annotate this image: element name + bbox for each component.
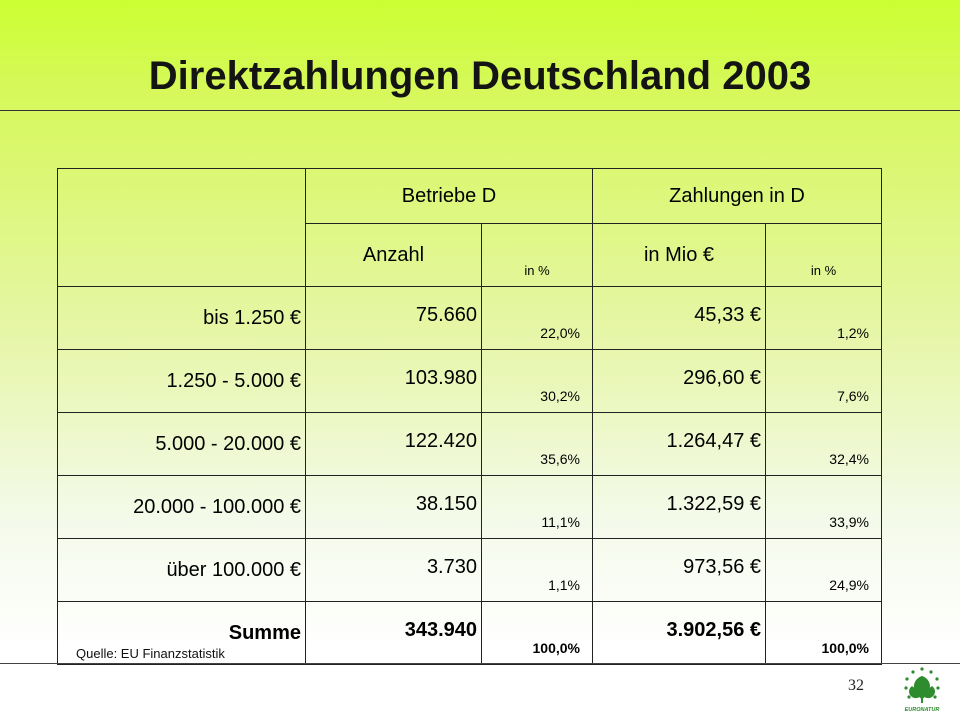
total-payments-pct: 100,0% [766, 602, 882, 665]
count-cell: 122.420 [306, 413, 482, 476]
euronatur-logo-icon [898, 664, 946, 716]
row-label: über 100.000 € [58, 539, 306, 602]
empty-corner-cell [58, 169, 306, 287]
total-payments: 3.902,56 € [593, 602, 766, 665]
count-pct-cell: 11,1% [482, 476, 593, 539]
header-row-groups [58, 169, 882, 224]
table-row [58, 350, 882, 413]
payments-pct-cell: 7,6% [766, 350, 882, 413]
row-label: bis 1.250 € [58, 287, 306, 350]
table-row [58, 413, 882, 476]
source-note: Quelle: EU Finanzstatistik [76, 646, 225, 661]
count-cell: 75.660 [306, 287, 482, 350]
count-cell: 103.980 [306, 350, 482, 413]
payments-pct-cell: 33,9% [766, 476, 882, 539]
subheader-count-pct: in % [482, 224, 593, 287]
subheader-payments-pct: in % [766, 224, 882, 287]
row-label: 20.000 - 100.000 € [58, 476, 306, 539]
count-pct-cell: 30,2% [482, 350, 593, 413]
payments-cell: 1.322,59 € [593, 476, 766, 539]
svg-text:EURONATUR: EURONATUR [904, 707, 940, 713]
payments-cell: 296,60 € [593, 350, 766, 413]
subheader-count: Anzahl [306, 224, 482, 287]
table-row [58, 287, 882, 350]
total-count: 343.940 [306, 602, 482, 665]
footer-divider [0, 663, 960, 664]
count-pct-cell: 1,1% [482, 539, 593, 602]
subheader-payments: in Mio € [593, 224, 766, 287]
count-cell: 3.730 [306, 539, 482, 602]
total-count-pct: 100,0% [482, 602, 593, 665]
page-title: Direktzahlungen Deutschland 2003 [148, 54, 812, 98]
row-label: 5.000 - 20.000 € [58, 413, 306, 476]
payments-pct-cell: 32,4% [766, 413, 882, 476]
payments-cell: 45,33 € [593, 287, 766, 350]
count-cell: 38.150 [306, 476, 482, 539]
total-label: Summe [58, 602, 306, 665]
row-label: 1.250 - 5.000 € [58, 350, 306, 413]
payments-table [57, 168, 882, 665]
count-pct-cell: 22,0% [482, 287, 593, 350]
payments-cell: 973,56 € [593, 539, 766, 602]
payments-pct-cell: 24,9% [766, 539, 882, 602]
header-payments: Zahlungen in D [593, 169, 882, 224]
payments-cell: 1.264,47 € [593, 413, 766, 476]
table-row [58, 476, 882, 539]
header-farms: Betriebe D [306, 169, 593, 224]
page-number: 32 [848, 677, 864, 694]
table-row [58, 539, 882, 602]
title-divider [0, 110, 960, 111]
count-pct-cell: 35,6% [482, 413, 593, 476]
payments-pct-cell: 1,2% [766, 287, 882, 350]
